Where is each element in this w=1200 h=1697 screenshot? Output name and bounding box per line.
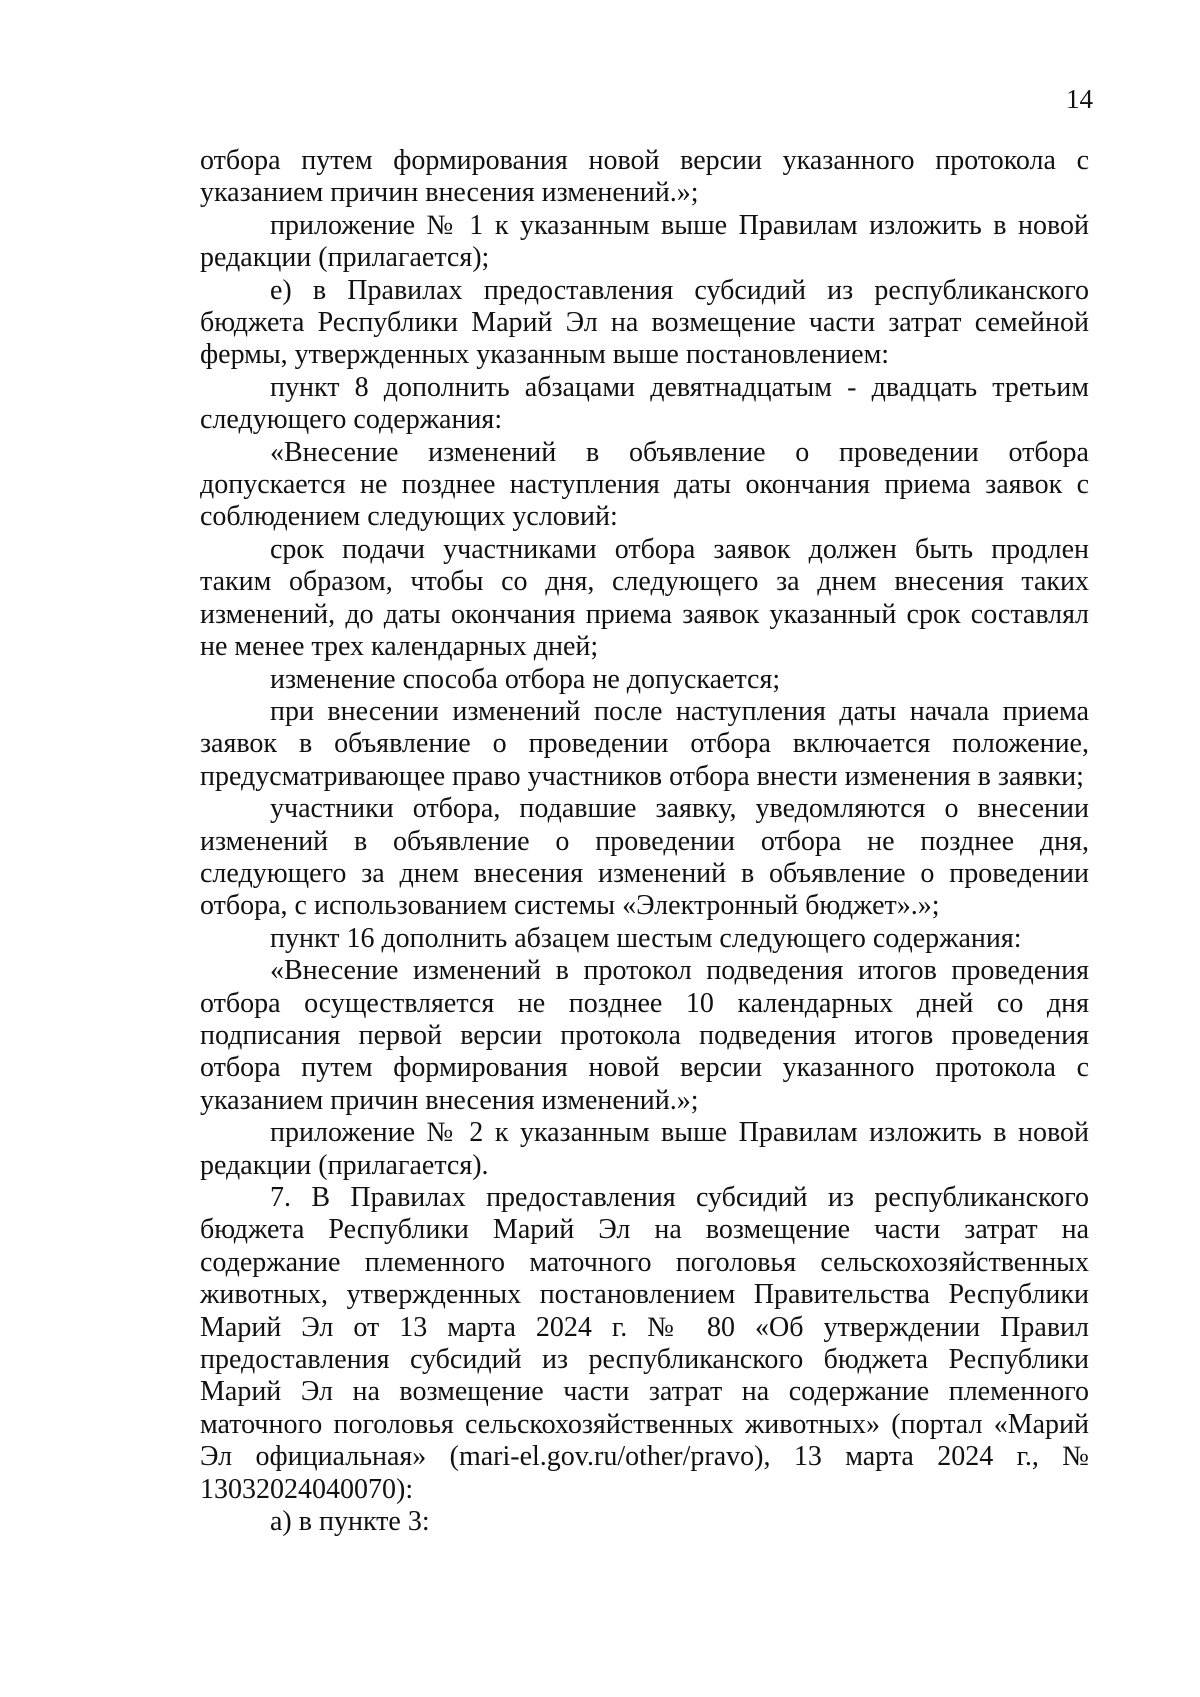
- paragraph: пункт 16 дополнить абзацем шестым следующего содержания:: [270, 922, 1022, 954]
- paragraph: участники отбора, подавшие заявку, уведомляются о внесении изменений в объявление о проведении отбора не позднее дня, следующего за днем внесения изменений в объявление о проведении отбора, с использованием системы «Электронный бюджет».»;: [200, 793, 1089, 922]
- document-body: [200, 145, 1089, 1538]
- paragraph: е) в Правилах предоставления субсидий из республиканского бюджета Республики Марий Эл на возмещение части затрат семейной фермы, утвержденных указанным выше постановлением:: [200, 274, 1089, 371]
- paragraph: при внесении изменений после наступления даты начала приема заявок в объявление о проведении отбора включается положение, предусматривающее право участников отбора внести изменения в заявки;: [200, 695, 1089, 792]
- paragraph: изменение способа отбора не допускается;: [270, 663, 781, 695]
- paragraph: отбора путем формирования новой версии указанного протокола с указанием причин внесения изменений.»;: [200, 145, 1089, 209]
- paragraph: срок подачи участниками отбора заявок должен быть продлен таким образом, чтобы со дня, следующего за днем внесения таких изменений, до даты окончания приема заявок указанный срок составлял не менее трех календарных дней;: [200, 533, 1089, 663]
- paragraph: 7. В Правилах предоставления субсидий из республиканского бюджета Республики Марий Эл на возмещение части затрат на содержание племенного маточного поголовья сельскохозяйственных животных, утвержденных постановлением Правительства Республики Марий Эл от 13 марта 2024 г. № 80 «Об утверждении Правил предоставления субсидий из республиканского бюджета Республики Марий Эл на возмещение части затрат на содержание племенного маточного поголовья сельскохозяйственных животных» (портал «Марий Эл официальная» (mari-el.gov.ru/other/pravo), 13 марта 2024 г., № 13032024040070):: [200, 1182, 1089, 1505]
- paragraph: а) в пункте 3:: [270, 1506, 430, 1538]
- paragraph: приложение № 1 к указанным выше Правилам изложить в новой редакции (прилагается);: [200, 209, 1089, 274]
- paragraph: приложение № 2 к указанным выше Правилам изложить в новой редакции (прилагается).: [200, 1117, 1089, 1181]
- paragraph: «Внесение изменений в объявление о проведении отбора допускается не позднее наступления даты окончания приема заявок с соблюдением следующих условий:: [200, 436, 1089, 533]
- paragraph: «Внесение изменений в протокол подведения итогов проведения отбора осуществляется не позднее 10 календарных дней со дня подписания первой версии протокола подведения итогов проведения отбора путем формирования новой версии указанного протокола с указанием причин внесения изменений.»;: [200, 955, 1089, 1116]
- paragraph: пункт 8 дополнить абзацами девятнадцатым - двадцать третьим следующего содержания:: [200, 371, 1089, 436]
- page-number: 14: [1066, 84, 1093, 114]
